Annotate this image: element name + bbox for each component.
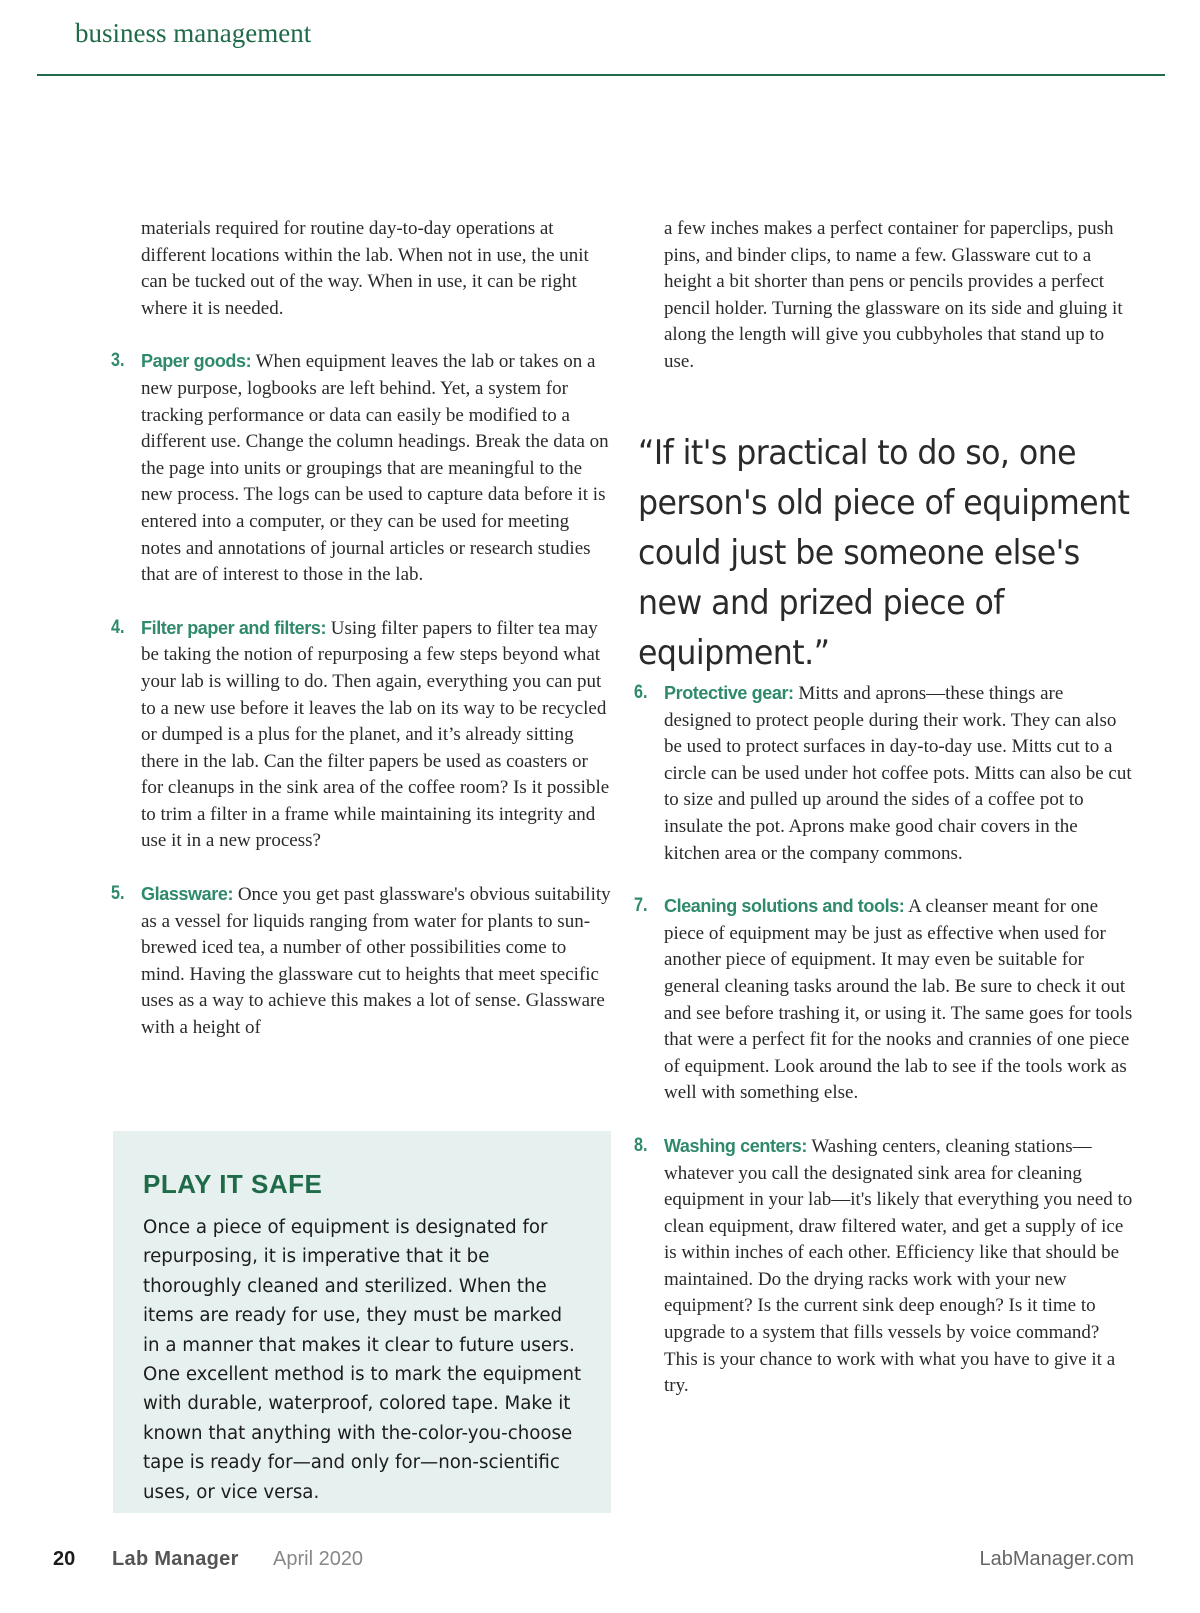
item-heading: Paper goods:	[141, 351, 252, 372]
list-item-8	[634, 1133, 1134, 1400]
publication-name: Lab Manager	[112, 1548, 239, 1570]
list-item-4	[111, 615, 611, 855]
item-text: Mitts and aprons—these things are designed to protect people during their work. They can also be used to protect surfaces in day-to-day use. Mitts cut to a circle can be used under hot coffee pots. Mitts can also be cut to size and pulled up around the sides of a coffee pot to insulate the pot. Aprons make good chair covers in the kitchen area or the company commons.	[664, 683, 1132, 864]
website-link[interactable]: LabManager.com	[979, 1548, 1134, 1570]
pull-quote: “If it's practical to do so, one person's old piece of equipment could just be someone else's new and prized piece of equipment.”	[638, 433, 1130, 673]
item-text: Using filter papers to filter tea may be taking the notion of repurposing a few steps beyond what your lab is willing to do. Then again, everything you can put to a new use before it leaves the lab on its way to be recycled or dumped is a plus for the planet, and it’s already sitting there in the lab. Can the filter papers be used as coasters or for cleanups in the sink area of the coffee room? Is it possible to trim a filter in a frame while maintaining its integrity and use it in a new process?	[141, 617, 610, 852]
issue-date: April 2020	[273, 1548, 364, 1570]
item-heading: Filter paper and filters:	[141, 617, 327, 638]
item-text: Washing centers, cleaning stations—whatever you call the designated sink area for cleaning equipment in your lab—it's likely that everything you need to clean equipment, draw filtered water, and get a supply of ice is within inches of each other. Efficiency like that should be maintained. Do the drying racks work with your new equipment? Is the current sink deep enough? Is it time to upgrade to a system that fills vessels by voice command? This is your chance to work with what you have to give it a try.	[664, 1135, 1133, 1397]
item-number: 5.	[111, 883, 125, 905]
item-heading: Cleaning solutions and tools:	[664, 896, 905, 917]
item-heading: Protective gear:	[664, 683, 794, 703]
item-number: 6.	[634, 682, 648, 703]
item-text: Once you get past glassware's obvious suitability as a vessel for liquids ranging from water for plants to sun-brewed iced tea, a number of other possibilities come to mind. Having the glassware cut to heights that meet specific uses as a way to achieve this makes a lot of sense. Glassware with a height of	[141, 884, 611, 1039]
item-text: When equipment leaves the lab or takes on a new purpose, logbooks are left behind. Yet, a system for tracking performance or data can easily be modified to a different use. Change the column headings. Break the data on the page into units or groupings that are meaningful to the new process. The logs can be used to capture data before it is entered into a computer, or they can be used for meeting notes and annotations of journal articles or research studies that are of interest to those in the lab.	[141, 351, 609, 586]
sidebar-body: Once a piece of equipment is designated for repurposing, it is imperative that it be thoroughly cleaned and sterilized. When the items are ready for use, they must be marked in a manner that makes it clear to future users. One excellent method is to mark the equipment with durable, waterproof, colored tape. Make it known that anything with the-color-you-choose tape is ready for—and only for—non-scientific uses, or vice versa.	[143, 1217, 582, 1503]
sidebar-title: PLAY IT SAFE	[143, 1169, 323, 1199]
list-item-5	[111, 881, 611, 1042]
section-label: business management	[75, 18, 312, 48]
list-item-7	[634, 893, 1134, 1107]
item-heading: Glassware:	[141, 884, 234, 905]
item-number: 7.	[634, 895, 648, 917]
left-column	[111, 216, 611, 1042]
item-number: 8.	[634, 1134, 648, 1156]
play-it-safe-sidebar	[113, 1131, 611, 1513]
right-column	[664, 216, 1134, 376]
left-intro-paragraph: materials required for routine day-to-day operations at different locations within the lab. When not in use, the unit can be tucked out of the way. When in use, it can be right where it is needed.	[141, 218, 589, 319]
list-item-3	[111, 348, 611, 588]
item-text: A cleanser meant for one piece of equipment may be just as effective when used for another piece of equipment. It may even be suitable for general cleaning tasks around the lab. Be sure to check it out and see before trashing it, or using it. The same goes for tools that were a perfect fit for the nooks and crannies of one piece of equipment. Look around the lab to see if the tools work as well with something else.	[664, 896, 1133, 1104]
page-number: 20	[53, 1548, 76, 1570]
header-rule	[37, 74, 1165, 76]
right-intro-paragraph: a few inches makes a perfect container for paperclips, push pins, and binder clips, to name a few. Glassware cut to a height a bit shorter than pens or pencils provides a perfect pencil holder. Turning the glassware on its side and gluing it along the length will give you cubbyholes that stand up to use.	[664, 218, 1123, 372]
item-heading: Washing centers:	[664, 1135, 807, 1156]
list-item-6	[634, 680, 1134, 867]
item-number: 4.	[111, 616, 125, 638]
item-number: 3.	[111, 350, 125, 372]
right-column-items	[634, 680, 1134, 1400]
